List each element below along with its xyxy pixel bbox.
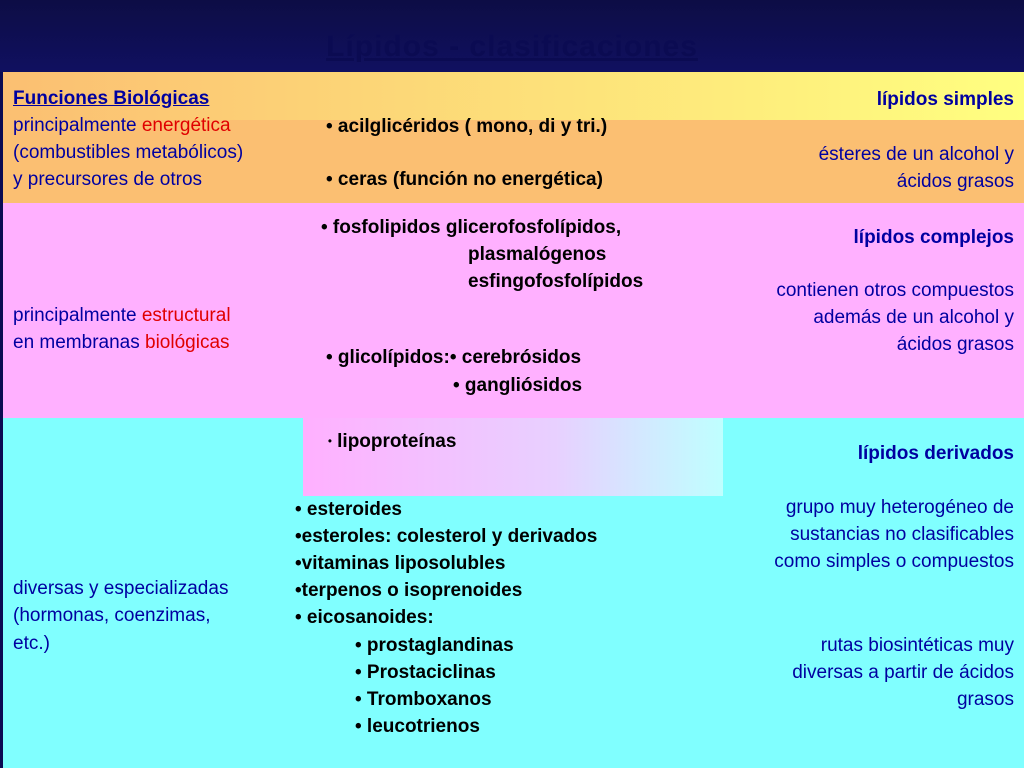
left-simple-line-2: (combustibles metabólicos)	[13, 142, 244, 163]
mid-tromboxanos: • Tromboxanos	[355, 689, 492, 710]
mid-vitaminas: •vitaminas liposolubles	[295, 553, 506, 574]
mid-esteroides: • esteroides	[295, 499, 402, 520]
right-simple-line-2: ácidos grasos	[896, 171, 1014, 192]
left-simple-line-1: principalmente energética	[13, 115, 231, 136]
mid-plasmalogenos: plasmalógenos	[468, 244, 607, 265]
left-simple-line-3: y precursores de otros	[13, 169, 203, 190]
right-complex-header: lípidos complejos	[853, 227, 1014, 248]
mid-ceras: • ceras (función no energética)	[326, 169, 603, 190]
left-complex-line-2: en membranas biológicas	[13, 332, 230, 353]
right-derived-line-1: grupo muy heterogéneo de	[785, 497, 1014, 518]
right-simple-line-1: ésteres de un alcohol y	[818, 144, 1014, 165]
slide-title: Lípidos - clasificaciones	[326, 30, 698, 63]
right-simple-header: lípidos simples	[876, 89, 1014, 110]
right-derived-line-5: diversas a partir de ácidos	[792, 662, 1014, 683]
right-derived-line-4: rutas biosintéticas muy	[820, 635, 1014, 656]
left-derived-line-3: etc.)	[13, 633, 50, 654]
mid-prostaciclinas: • Prostaciclinas	[355, 662, 496, 683]
left-derived-line-2: (hormonas, coenzimas,	[13, 605, 211, 626]
right-complex-line-1: contienen otros compuestos	[776, 280, 1014, 301]
classification-table	[3, 72, 1024, 768]
mid-lipoproteinas: • lipoproteínas	[328, 431, 457, 452]
right-derived-line-2: sustancias no clasificables	[790, 524, 1014, 545]
right-complex-line-3: ácidos grasos	[896, 334, 1014, 355]
mid-glicolipidos: • glicolípidos:• cerebrósidos	[326, 347, 582, 368]
mid-acilgliceridos: • acilglicéridos ( mono, di y tri.)	[326, 116, 608, 137]
mid-fosfolipidos: • fosfolipidos glicerofosfolípidos,	[321, 217, 622, 238]
mid-gangliosidos: • gangliósidos	[453, 375, 583, 396]
right-derived-line-3: como simples o compuestos	[774, 551, 1014, 572]
mid-terpenos: •terpenos o isoprenoides	[295, 580, 523, 601]
mid-eicosanoides: • eicosanoides:	[295, 607, 434, 628]
mid-esteroles: •esteroles: colesterol y derivados	[295, 526, 598, 547]
right-complex-line-2: además de un alcohol y	[813, 307, 1014, 328]
mid-leucotrienos: • leucotrienos	[355, 716, 480, 737]
right-derived-line-6: grasos	[956, 689, 1014, 710]
mid-esfingofosfolipidos: esfingofosfolípidos	[468, 271, 644, 292]
right-derived-header: lípidos derivados	[857, 443, 1014, 464]
left-derived-line-1: diversas y especializadas	[13, 578, 229, 599]
left-complex-line-1: principalmente estructural	[13, 305, 231, 326]
functions-header: Funciones Biológicas	[13, 88, 210, 109]
mid-prostaglandinas: • prostaglandinas	[355, 635, 514, 656]
